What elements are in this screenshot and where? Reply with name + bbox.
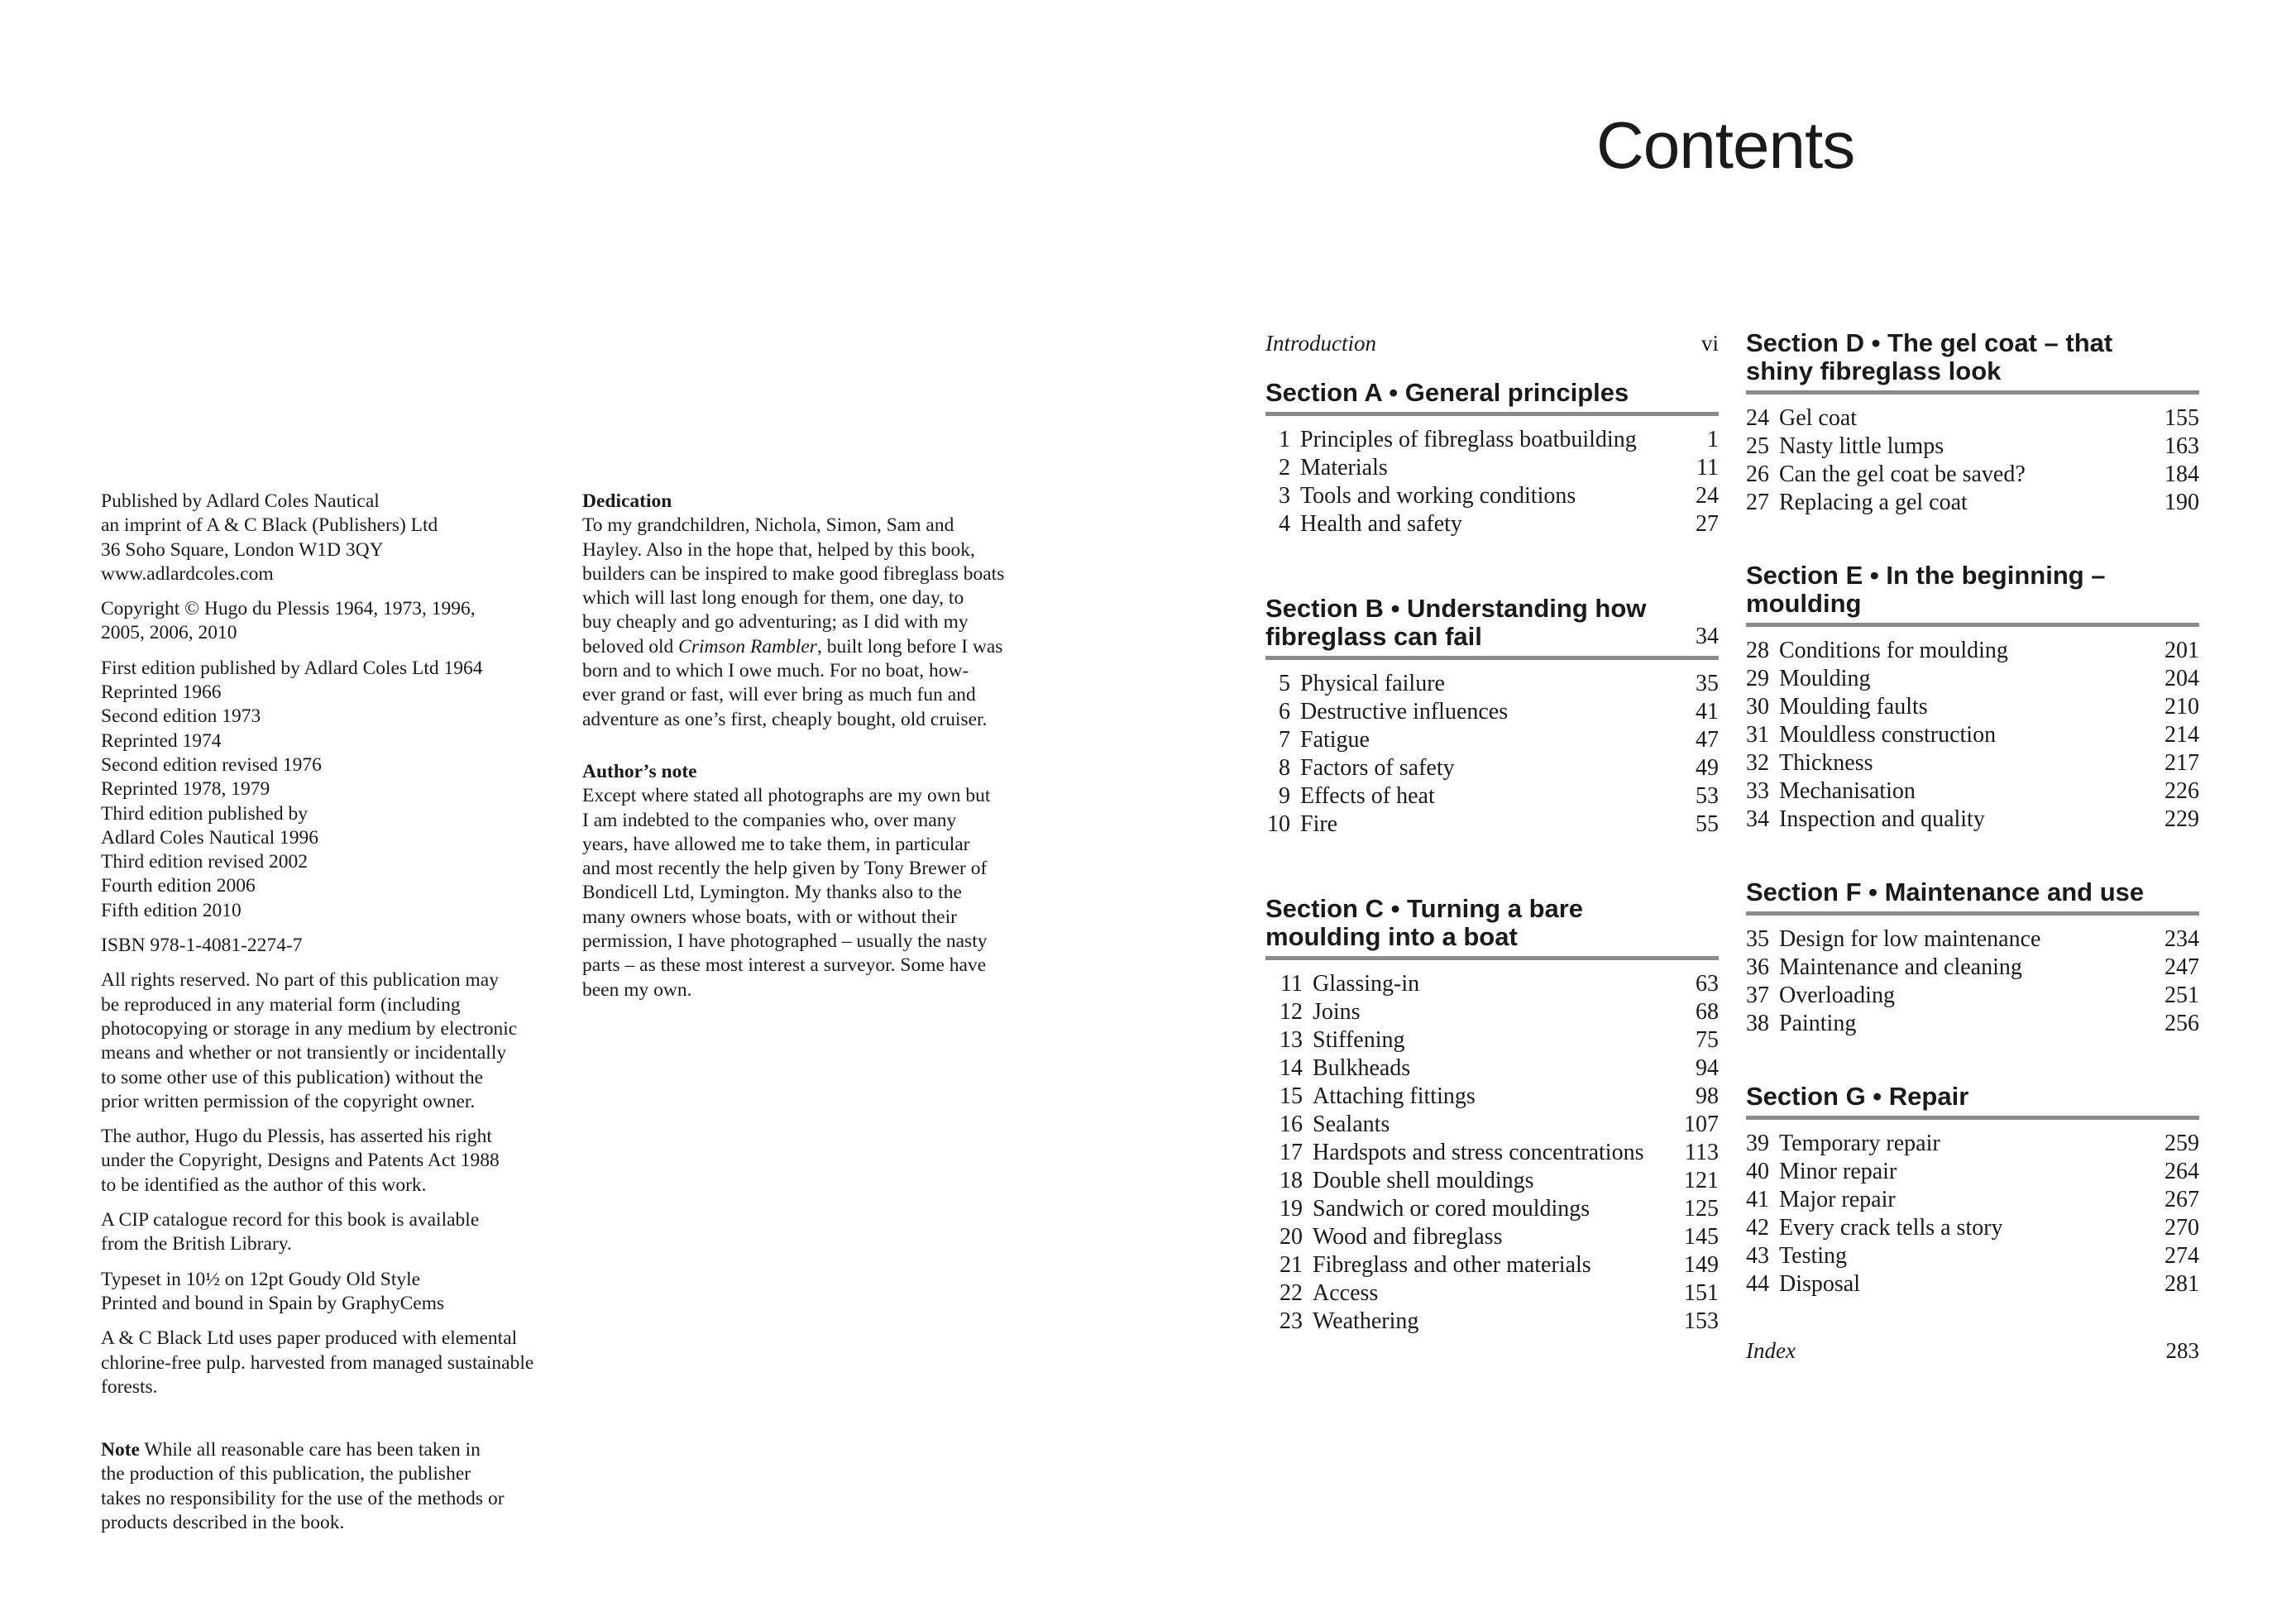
toc-page-number: 283: [2165, 1338, 2199, 1363]
section-a-heading[interactable]: [1265, 379, 1719, 416]
section-title: [1746, 329, 2112, 385]
toc-index[interactable]: [1746, 1336, 2199, 1365]
section-f-heading[interactable]: [1746, 878, 2199, 916]
toc-entry-title: Stiffening: [1313, 1027, 1405, 1053]
copyright-info: [101, 597, 564, 646]
text-line: an imprint of A & C Black (Publishers) Ltd: [101, 514, 438, 537]
text-line: forests.: [101, 1375, 158, 1398]
toc-number: 25: [1746, 433, 1769, 459]
toc-entry[interactable]: [1265, 810, 1719, 839]
section-title: [1265, 595, 1646, 651]
toc-number: 26: [1746, 461, 1769, 487]
text-line: The author, Hugo du Plessis, has asserted his right: [101, 1126, 492, 1148]
toc-entry[interactable]: [1746, 693, 2199, 721]
toc-entry[interactable]: [1265, 1139, 1719, 1167]
text-line: from the British Library.: [101, 1233, 292, 1255]
toc-number: 34: [1746, 806, 1769, 832]
toc-number: 31: [1746, 722, 1769, 748]
toc-entry[interactable]: [1265, 1251, 1719, 1279]
toc-entry-title: Introduction: [1265, 331, 1376, 356]
toc-page-number: 94: [1696, 1055, 1719, 1081]
text-line: parts – as these most interest a surveyor. Some have: [582, 954, 987, 977]
toc-entry-title: Design for low maintenance: [1779, 926, 2041, 952]
toc-entry[interactable]: [1746, 433, 2199, 461]
text-line: under the Copyright, Designs and Patents Act 1988: [101, 1150, 500, 1172]
toc-page-number: 125: [1684, 1196, 1719, 1222]
section-title-line: moulding into a boat: [1265, 922, 1518, 951]
toc-entry[interactable]: [1746, 721, 2199, 749]
toc-page-number: 55: [1696, 811, 1719, 837]
text-line: Second edition 1973: [101, 705, 261, 728]
toc-entry[interactable]: [1265, 726, 1719, 754]
text-line: Third edition revised 2002: [101, 851, 308, 873]
toc-page-number: 274: [2164, 1243, 2199, 1269]
section-title-line: Section B • Understanding how: [1265, 594, 1647, 623]
toc-page-number: 47: [1696, 727, 1719, 753]
toc-entry-title: Temporary repair: [1779, 1131, 1940, 1156]
text-line: buy cheaply and go adventuring; as I did with my: [582, 611, 969, 634]
toc-number: 15: [1280, 1083, 1303, 1109]
toc-entry[interactable]: [1746, 954, 2199, 982]
toc-entry-title: Index: [1746, 1338, 1796, 1363]
toc-entry[interactable]: [1746, 1158, 2199, 1186]
toc-entry[interactable]: [1265, 1026, 1719, 1054]
text-line: ever grand or fast, will ever bring as much fun and: [582, 684, 976, 706]
cip-record: [101, 1208, 564, 1257]
toc-number: 9: [1279, 783, 1290, 809]
toc-page-number: 226: [2164, 778, 2199, 804]
toc-number: 30: [1746, 694, 1769, 720]
toc-entry-title: Bulkheads: [1313, 1055, 1411, 1081]
toc-page-number: 49: [1696, 755, 1719, 781]
dedication-block: [582, 490, 1045, 1002]
text-line: photocopying or storage in any medium by electronic: [101, 1017, 518, 1040]
toc-entry-title: Moulding faults: [1779, 694, 1928, 720]
toc-entry[interactable]: [1746, 1270, 2199, 1298]
paper-info: [101, 1327, 564, 1399]
toc-entry[interactable]: [1746, 489, 2199, 517]
text-line: First edition published by Adlard Coles Ltd 1964: [101, 657, 483, 679]
text-line: adventure as one’s first, cheaply bought, old cruiser.: [582, 708, 988, 730]
toc-entry-title: Double shell mouldings: [1313, 1168, 1534, 1193]
toc-page-number: 256: [2164, 1011, 2199, 1036]
toc-entry-title: Fibreglass and other materials: [1313, 1252, 1591, 1278]
toc-entry-title: Destructive influences: [1300, 699, 1509, 724]
toc-number: 23: [1280, 1308, 1303, 1334]
edition-history: [101, 657, 564, 923]
toc-entry-title: Disposal: [1779, 1271, 1860, 1297]
toc-entry[interactable]: [1265, 670, 1719, 698]
toc-page-number: 98: [1696, 1083, 1719, 1109]
section-a-entries: [1265, 426, 1719, 538]
toc-entry-title: Nasty little lumps: [1779, 433, 1944, 459]
toc-number: 39: [1746, 1131, 1769, 1156]
text-line: Reprinted 1978, 1979: [101, 778, 270, 801]
toc-page-number: 204: [2164, 666, 2199, 691]
section-title-line: fibreglass can fail: [1265, 622, 1482, 651]
toc-page-number: 210: [2164, 694, 2199, 720]
text-line: to some other use of this publication) without the: [101, 1066, 484, 1088]
toc-number: 2: [1279, 455, 1290, 481]
toc-entry[interactable]: [1265, 1195, 1719, 1223]
toc-number: 44: [1746, 1271, 1769, 1297]
toc-number: 19: [1280, 1196, 1303, 1222]
toc-page-number: 251: [2164, 983, 2199, 1008]
toc-entry[interactable]: [1265, 998, 1719, 1026]
section-e-entries: [1746, 637, 2199, 834]
toc-page-number: 1: [1707, 427, 1719, 452]
toc-entry[interactable]: [1265, 482, 1719, 510]
section-title-line: shiny fibreglass look: [1746, 356, 2002, 385]
text-line: Bondicell Ltd, Lymington. My thanks also to the: [582, 882, 962, 904]
section-d-heading[interactable]: [1746, 329, 2199, 394]
toc-entry-title: Materials: [1300, 455, 1388, 481]
text-line: years, have allowed me to take them, in particular: [582, 833, 970, 855]
toc-entry[interactable]: [1265, 970, 1719, 998]
toc-entry[interactable]: [1746, 1242, 2199, 1270]
toc-entry-title: Thickness: [1779, 750, 1873, 776]
text-line: All rights reserved. No part of this publication may: [101, 969, 499, 992]
text-line: Hayley. Also in the hope that, helped by this book,: [582, 538, 975, 561]
text-line: prior written permission of the copyright owner.: [101, 1090, 476, 1112]
toc-number: 28: [1746, 638, 1769, 663]
toc-entry-title: Overloading: [1779, 983, 1895, 1008]
toc-page-number: 113: [1685, 1140, 1719, 1165]
typeset-info: [101, 1268, 564, 1317]
toc-entry[interactable]: [1746, 637, 2199, 665]
text-line: Except where stated all photographs are my own but: [582, 785, 991, 807]
toc-number: 33: [1746, 778, 1769, 804]
toc-number: 5: [1279, 671, 1290, 696]
text-line: permission, I have photographed – usually the nasty: [582, 930, 988, 953]
section-title: [1746, 562, 2106, 618]
toc-entry[interactable]: [1265, 510, 1719, 538]
toc-entry-title: Testing: [1779, 1243, 1848, 1269]
section-title-line: Section D • The gel coat – that: [1746, 328, 2113, 357]
toc-entry[interactable]: [1746, 1130, 2199, 1158]
toc-entry[interactable]: [1265, 1167, 1719, 1195]
text-line: means and whether or not transiently or incidentally: [101, 1042, 507, 1064]
toc-number: 4: [1279, 511, 1290, 537]
toc-page-number: 41: [1696, 699, 1719, 724]
toc-number: 10: [1267, 811, 1290, 837]
toc-entry-title: Inspection and quality: [1779, 806, 1985, 832]
text-line: be reproduced in any material form (including: [101, 993, 461, 1016]
toc-entry[interactable]: [1746, 461, 2199, 489]
text-line: A & C Black Ltd uses paper produced with elemental: [101, 1327, 518, 1350]
toc-page-number: 155: [2164, 405, 2199, 431]
toc-entry[interactable]: [1265, 782, 1719, 810]
section-c-entries: [1265, 970, 1719, 1336]
section-c-heading[interactable]: [1265, 895, 1719, 960]
toc-page-number: 281: [2164, 1271, 2199, 1297]
text-line: 2005, 2006, 2010: [101, 622, 237, 644]
text-line: While all reasonable care has been taken in: [139, 1439, 481, 1461]
text-line: Printed and bound in Spain by GraphyCems: [101, 1292, 445, 1314]
toc-page-number: 229: [2164, 806, 2199, 832]
toc-column-right: [1746, 329, 2199, 1365]
toc-page-number: 24: [1696, 483, 1719, 509]
toc-entry[interactable]: [1265, 1111, 1719, 1139]
toc-entry-title: Replacing a gel coat: [1779, 490, 1968, 515]
toc-page-number: 68: [1696, 999, 1719, 1025]
toc-entry[interactable]: [1746, 806, 2199, 834]
text-line: many owners whose boats, with or without their: [582, 906, 957, 928]
toc-entry-title: Joins: [1313, 999, 1361, 1025]
toc-number: 24: [1746, 405, 1769, 431]
text-line: Reprinted 1966: [101, 681, 222, 704]
toc-number: 16: [1280, 1112, 1303, 1137]
toc-number: 41: [1746, 1187, 1769, 1212]
text-line: A CIP catalogue record for this book is available: [101, 1209, 480, 1231]
toc-entry[interactable]: [1746, 925, 2199, 954]
toc-page-number: 259: [2164, 1131, 2199, 1156]
toc-number: 32: [1746, 750, 1769, 776]
toc-entry-title: Moulding: [1779, 666, 1871, 691]
author-rights: [101, 1125, 564, 1198]
page-title: Contents: [1596, 108, 1855, 182]
toc-number: 3: [1279, 483, 1290, 509]
toc-page-number: 75: [1696, 1027, 1719, 1053]
toc-entry-title: Glassing-in: [1313, 971, 1420, 997]
toc-page-number: vi: [1700, 331, 1719, 356]
section-title: Section F • Maintenance and use: [1746, 877, 2145, 906]
toc-entry[interactable]: [1746, 1186, 2199, 1214]
toc-entry[interactable]: [1265, 698, 1719, 726]
toc-number: 1: [1279, 427, 1290, 452]
text-line: Typeset in 10½ on 12pt Goudy Old Style: [101, 1268, 421, 1290]
toc-number: 21: [1280, 1252, 1303, 1278]
section-f-entries: [1746, 925, 2199, 1038]
section-d-entries: [1746, 404, 2199, 517]
text-line: born and to which I owe much. For no boat, how-: [582, 660, 969, 682]
toc-entry[interactable]: [1746, 1010, 2199, 1038]
toc-entry[interactable]: [1265, 1223, 1719, 1251]
toc-number: 29: [1746, 666, 1769, 691]
toc-number: 14: [1280, 1055, 1303, 1081]
toc-column-left: [1265, 329, 1719, 1336]
author-note-heading: Author’s note: [582, 760, 697, 782]
toc-page-number: 145: [1684, 1224, 1719, 1250]
text-line: Copyright © Hugo du Plessis 1964, 1973, 1996,: [101, 598, 476, 620]
text-line: Adlard Coles Nautical 1996: [101, 826, 319, 849]
toc-number: 18: [1280, 1168, 1303, 1193]
text-line: chlorine-free pulp. harvested from managed sustainable: [101, 1351, 534, 1374]
dedication-text: [582, 514, 1045, 732]
toc-number: 36: [1746, 954, 1769, 980]
toc-number: 37: [1746, 983, 1769, 1008]
toc-entry-title: Minor repair: [1779, 1159, 1897, 1184]
toc-number: 7: [1279, 727, 1290, 753]
toc-entry-title: Health and safety: [1300, 511, 1462, 537]
toc-entry-title: Major repair: [1779, 1187, 1896, 1212]
author-note-text: [582, 784, 1045, 1002]
toc-number: 22: [1280, 1280, 1303, 1306]
toc-entry[interactable]: [1265, 1308, 1719, 1336]
toc-entry[interactable]: [1746, 1214, 2199, 1242]
section-b-entries: [1265, 670, 1719, 839]
text-line: which will last long enough for them, one day, to: [582, 587, 964, 610]
toc-entry-title: Sandwich or cored mouldings: [1313, 1196, 1590, 1222]
note-label: Note: [101, 1439, 140, 1461]
toc-entry-title: Weathering: [1313, 1308, 1419, 1334]
toc-page-number: 35: [1696, 671, 1719, 696]
text-line: the production of this publication, the publisher: [101, 1463, 471, 1485]
toc-page-number: 267: [2164, 1187, 2199, 1212]
toc-entry[interactable]: [1265, 1054, 1719, 1083]
toc-entry-title: Maintenance and cleaning: [1779, 954, 2022, 980]
text-line: To my grandchildren, Nichola, Simon, Sam and: [582, 514, 954, 537]
toc-page-number: 184: [2164, 461, 2199, 487]
text-line: Second edition revised 1976: [101, 753, 322, 776]
boat-name: Crimson Rambler: [678, 635, 817, 657]
text-line: products described in the book.: [101, 1511, 345, 1533]
section-title-line: Section E • In the beginning –: [1746, 561, 2106, 590]
dedication-heading: Dedication: [582, 490, 672, 512]
toc-entry-title: Wood and fibreglass: [1313, 1224, 1503, 1250]
text-line: Third edition published by: [101, 802, 308, 825]
toc-entry-title: Gel coat: [1779, 405, 1858, 431]
toc-entry[interactable]: [1265, 1279, 1719, 1308]
toc-introduction[interactable]: [1265, 329, 1719, 357]
rights-statement: [101, 968, 564, 1114]
toc-entry-title: Conditions for moulding: [1779, 638, 2008, 663]
imprint-block: [101, 490, 564, 1546]
toc-entry-title: Factors of safety: [1300, 755, 1455, 781]
toc-entry-title: Principles of fibreglass boatbuilding: [1300, 427, 1637, 452]
toc-page-number: 234: [2164, 926, 2199, 952]
toc-entry-title: Physical failure: [1300, 671, 1445, 696]
text-line: , built long before I was: [816, 635, 1003, 657]
toc-entry-title: Fire: [1300, 811, 1338, 837]
text-line: I am indebted to the companies who, over many: [582, 809, 957, 831]
toc-entry[interactable]: [1265, 426, 1719, 454]
toc-entry-title: Tools and working conditions: [1300, 483, 1576, 509]
section-title: Section G • Repair: [1746, 1082, 1969, 1111]
toc-entry-title: Sealants: [1313, 1112, 1390, 1137]
publisher-info: [101, 490, 564, 586]
text-line: been my own.: [582, 978, 692, 1001]
toc-entry-title: Painting: [1779, 1011, 1857, 1036]
toc-page-number: 201: [2164, 638, 2199, 663]
text-line: builders can be inspired to make good fibreglass boats: [582, 562, 1005, 585]
section-b-heading[interactable]: [1265, 595, 1719, 660]
text-line: and most recently the help given by Tony Brewer of: [582, 858, 988, 880]
toc-page-number: 270: [2164, 1215, 2199, 1241]
toc-entry[interactable]: [1746, 749, 2199, 777]
toc-page-number: 53: [1696, 783, 1719, 809]
text-line: to be identified as the author of this work.: [101, 1174, 427, 1196]
toc-page-number: 217: [2164, 750, 2199, 776]
toc-page-number: 27: [1696, 511, 1719, 537]
text-line: 36 Soho Square, London W1D 3QY: [101, 538, 384, 561]
toc-number: 38: [1746, 1011, 1769, 1036]
text-line: Reprinted 1974: [101, 729, 222, 752]
toc-entry[interactable]: [1746, 404, 2199, 433]
toc-page-number: 190: [2164, 490, 2199, 515]
text-line: Published by Adlard Coles Nautical: [101, 490, 380, 512]
toc-entry[interactable]: [1265, 1083, 1719, 1111]
toc-entry[interactable]: [1746, 982, 2199, 1010]
text-line: Fourth edition 2006: [101, 875, 256, 897]
toc-page-number: 163: [2164, 433, 2199, 459]
toc-number: 43: [1746, 1243, 1769, 1269]
section-title-line: Section C • Turning a bare: [1265, 894, 1584, 923]
toc-entry-title: Mouldless construction: [1779, 722, 1997, 748]
toc-entry-title: Fatigue: [1300, 727, 1370, 753]
publisher-website: www.adlardcoles.com: [101, 562, 274, 585]
toc-number: 13: [1280, 1027, 1303, 1053]
toc-number: 12: [1280, 999, 1303, 1025]
text-line: Fifth edition 2010: [101, 899, 242, 921]
toc-page-number: 121: [1684, 1168, 1719, 1193]
section-title: [1265, 895, 1583, 951]
toc-page-number: 11: [1696, 455, 1719, 481]
section-title: Section A • General principles: [1265, 378, 1629, 407]
toc-number: 17: [1280, 1140, 1303, 1165]
section-title-line: moulding: [1746, 589, 1862, 618]
toc-entry[interactable]: [1746, 665, 2199, 693]
isbn: ISBN 978-1-4081-2274-7: [101, 935, 303, 957]
toc-number: 11: [1280, 971, 1303, 997]
toc-entry-title: Effects of heat: [1300, 783, 1435, 809]
toc-number: 8: [1279, 755, 1290, 781]
toc-entry[interactable]: [1746, 777, 2199, 806]
toc-number: 40: [1746, 1159, 1769, 1184]
toc-number: 42: [1746, 1215, 1769, 1241]
toc-number: 20: [1280, 1224, 1303, 1250]
toc-number: 27: [1746, 490, 1769, 515]
toc-entry[interactable]: [1265, 454, 1719, 482]
section-e-heading[interactable]: [1746, 562, 2199, 627]
text-line: takes no responsibility for the use of the methods or: [101, 1487, 505, 1509]
toc-entry-title: Every crack tells a story: [1779, 1215, 2003, 1241]
toc-page-number: 63: [1696, 971, 1719, 997]
toc-page-number: 107: [1684, 1112, 1719, 1137]
toc-entry-title: Mechanisation: [1779, 778, 1916, 804]
toc-page-number: 153: [1684, 1308, 1719, 1334]
toc-page-number: 264: [2164, 1159, 2199, 1184]
toc-entry-title: Hardspots and stress concentrations: [1313, 1140, 1644, 1165]
disclaimer-note: [101, 1438, 564, 1535]
section-g-heading[interactable]: [1746, 1083, 2199, 1120]
toc-entry-title: Can the gel coat be saved?: [1779, 461, 2026, 487]
toc-entry-title: Access: [1313, 1280, 1379, 1306]
toc-page-number: 247: [2164, 954, 2199, 980]
text-line: beloved old: [582, 635, 679, 657]
toc-number: 35: [1746, 926, 1769, 952]
toc-entry[interactable]: [1265, 754, 1719, 782]
toc-page-number: 151: [1684, 1280, 1719, 1306]
toc-page-number: 149: [1684, 1252, 1719, 1278]
toc-page-number: 214: [2164, 722, 2199, 748]
toc-entry-title: Attaching fittings: [1313, 1083, 1476, 1109]
toc-number: 6: [1279, 699, 1290, 724]
section-g-entries: [1746, 1130, 2199, 1298]
toc-page-number: 34: [1696, 624, 1719, 649]
